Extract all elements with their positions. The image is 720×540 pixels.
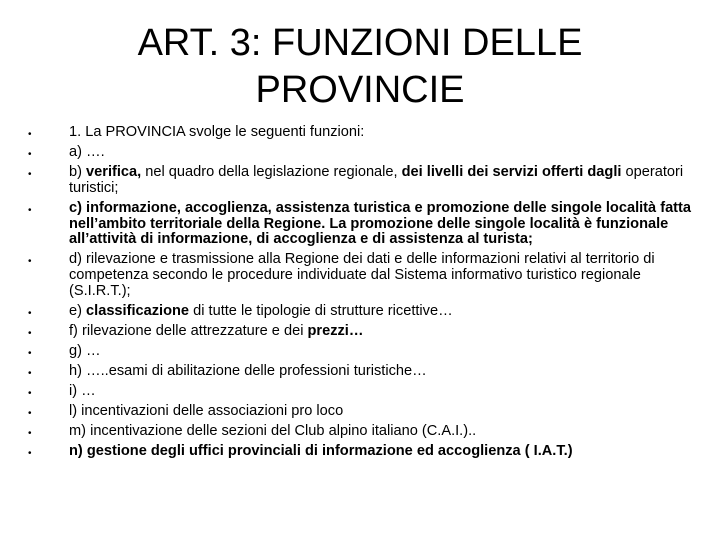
bold-text-segment: verifica, [86,163,142,180]
list-item [28,364,696,380]
bold-text-segment: prezzi… [307,322,364,339]
list-item [28,165,696,197]
list-item [28,125,696,141]
text-segment: nel quadro della legislazione regionale, [141,163,402,180]
text-segment: operatori turistici; [69,163,684,196]
bold-text-segment: c) informazione, accoglienza, assistenza turistica e promozione delle singole località fatta nell’ambito territoriale della Regione. La promozione delle singole località è funzionale all’attività di informazione, di accoglienza e di assistenza al turista; [69,199,692,248]
text-segment: f) rilevazione delle attrezzature e dei [69,322,308,339]
text-segment: a) …. [69,143,105,160]
text-segment: d) rilevazione e trasmissione alla Regione dei dati e delle informazioni relativi al territorio di competenza secondo le procedure individuate dal Sistema informativo turistico regionale (S.I.R.T.); [69,251,655,299]
bold-text-segment: n) gestione degli uffici provinciali di informazione ed accoglienza ( I.A.T.) [69,442,573,459]
text-segment: m) incentivazione delle sezioni del Club alpino italiano (C.A.I.).. [69,422,477,439]
list-item [28,201,696,248]
list-item [28,252,696,299]
text-segment: i) … [69,382,96,399]
list-item [28,324,696,340]
bullet-list [28,125,696,464]
list-item [28,444,696,460]
list-item [28,344,696,360]
list-item [28,145,696,161]
text-segment: l) incentivazioni delle associazioni pro loco [69,402,344,419]
list-item [28,424,696,440]
bold-text-segment: classificazione [86,302,190,319]
text-segment: di tutte le tipologie di strutture ricettive… [189,302,453,319]
bold-text-segment: dei livelli dei servizi offerti dagli [401,163,622,180]
text-segment: g) … [69,342,101,359]
text-segment: b) [69,163,87,180]
slide-title: ART. 3: FUNZIONI DELLE PROVINCIE [137,22,583,111]
text-segment: 1. La PROVINCIA svolge le seguenti funzioni: [69,124,365,140]
list-item [28,304,696,320]
text-segment: h) …..esami di abilitazione delle professioni turistiche… [69,362,427,379]
list-item [28,404,696,420]
list-item [28,384,696,400]
text-segment: e) [69,302,87,319]
